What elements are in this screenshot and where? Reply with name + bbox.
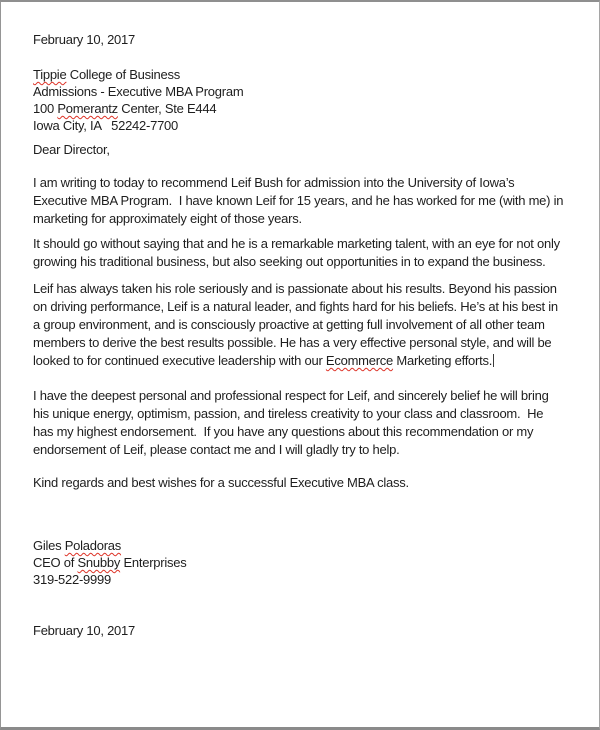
- text-run: Kind regards and best wishes for a successful Executive MBA class.: [33, 475, 409, 490]
- salutation[interactable]: Dear Director,: [33, 142, 110, 157]
- text-run: 319-522-9999: [33, 572, 111, 587]
- letter-content[interactable]: [1, 2, 599, 640]
- body-paragraph[interactable]: [33, 174, 566, 228]
- closing-line[interactable]: [33, 474, 566, 492]
- misspelled-word[interactable]: Tippie: [33, 67, 67, 82]
- letter-date-bottom[interactable]: February 10, 2017: [33, 623, 135, 638]
- text-run: Enterprises: [120, 555, 187, 570]
- text-run: College of Business: [66, 67, 180, 82]
- misspelled-word[interactable]: Ecommerce: [325, 353, 394, 368]
- signature-block[interactable]: [33, 537, 566, 588]
- body-paragraph[interactable]: [33, 387, 566, 459]
- address-line[interactable]: [33, 117, 566, 134]
- misspelled-word[interactable]: Snubby: [77, 555, 121, 570]
- text-run: Iowa City, IA 52242-7700: [33, 118, 179, 133]
- text-run: Giles: [33, 538, 65, 553]
- text-cursor: [493, 354, 494, 367]
- letter-date[interactable]: February 10, 2017: [33, 32, 135, 47]
- text-run: I have the deepest personal and professional respect for Leif, and sincerely belief he will bring his unique energy, optimism, passion, and tireless creativity to your class and classroom. He has my highest endorsement. If you have any questions about this recommendation or my endorsement of Leif, please contact me and I will gladly try to help.: [33, 388, 552, 457]
- address-line[interactable]: [33, 83, 566, 100]
- address-line[interactable]: [33, 66, 566, 83]
- text-run: Marketing efforts.: [393, 353, 493, 368]
- misspelled-word[interactable]: Pomerantz: [57, 101, 118, 116]
- body-paragraph[interactable]: [33, 280, 566, 370]
- signature-title[interactable]: [33, 554, 566, 571]
- recipient-address-block[interactable]: [33, 66, 566, 134]
- text-run: I am writing to today to recommend Leif Bush for admission into the University of Iowa’s Executive MBA Program. I have known Leif for 15 years, and he has worked for me (with me) in marketing for approximately eight of those years.: [33, 175, 567, 226]
- text-run: Leif has always taken his role seriously and is passionate about his results. Beyond his passion on driving performance, Leif is a natural leader, and fights hard for his beliefs. He’s at his best in a group environment, and is consciously proactive at getting full involvement of all other team members to derive the best results possible. He has a very effective personal style, and will be looked to for continued executive leadership with our: [33, 281, 562, 368]
- address-line[interactable]: [33, 100, 566, 117]
- text-run: Admissions - Executive MBA Program: [33, 84, 244, 99]
- body-paragraph[interactable]: [33, 235, 566, 271]
- text-run: Center, Ste E444: [117, 101, 217, 116]
- misspelled-word[interactable]: Poladoras: [64, 538, 122, 553]
- text-run: CEO of: [33, 555, 78, 570]
- text-run: It should go without saying that and he is a remarkable marketing talent, with an eye for not only growing his traditional business, but also seeking out opportunities in to expand the business.: [33, 236, 564, 269]
- signature-phone[interactable]: [33, 571, 566, 588]
- text-run: 100: [33, 101, 58, 116]
- signature-name[interactable]: [33, 537, 566, 554]
